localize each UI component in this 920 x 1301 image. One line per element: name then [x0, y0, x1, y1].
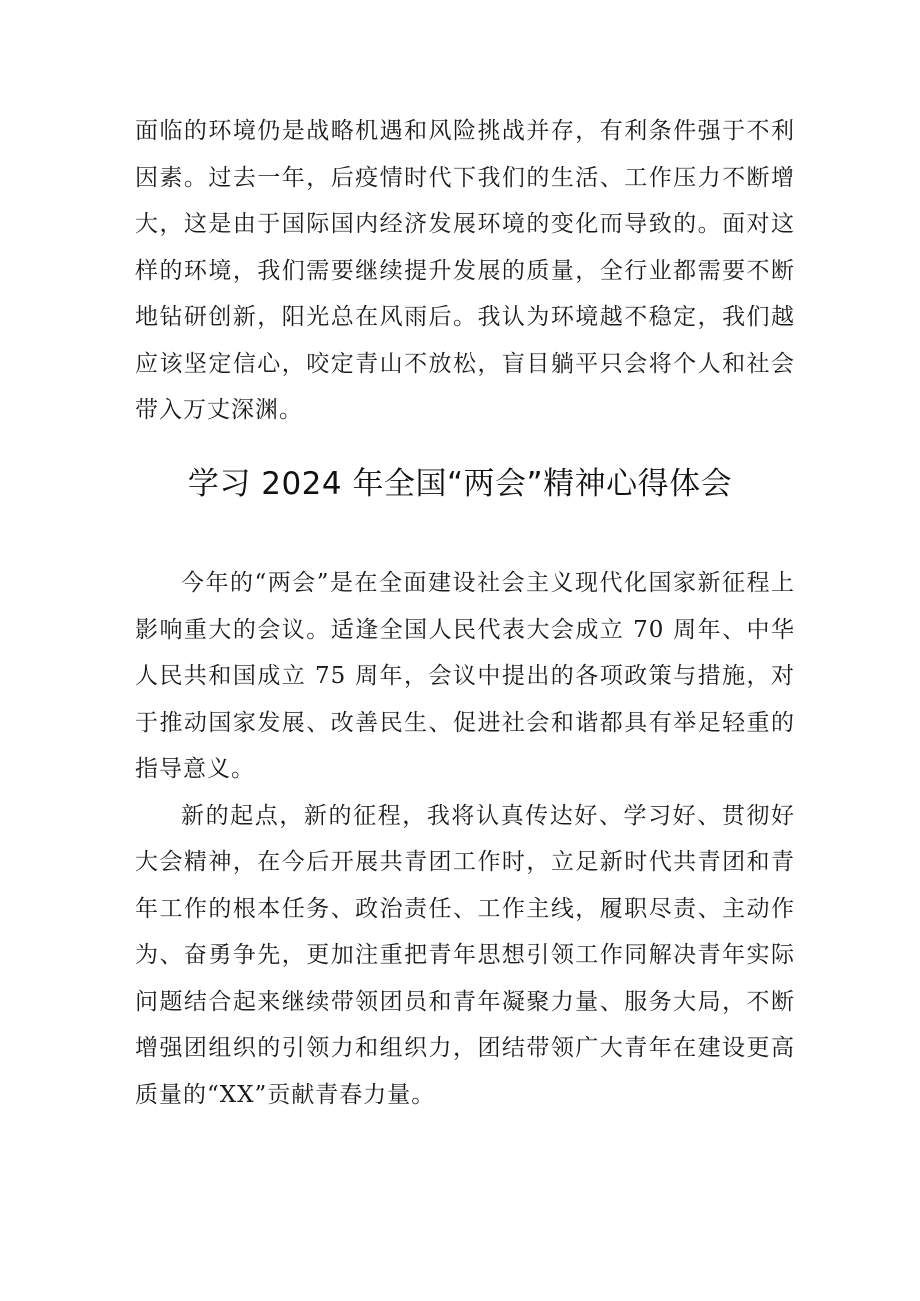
body-section — [135, 560, 795, 1118]
body-paragraph-2: 新的起点，新的征程，我将认真传达好、学习好、贯彻好大会精神，在今后开展共青团工作时，立足新时代共青团和青年工作的根本任务、政治责任、工作主线，履职尽责、主动作为、奋勇争先，更加注重把青年思想引领工作同解决青年实际问题结合起来继续带领团员和青年凝聚力量、服务大局，不断增强团组织的引领力和组织力，团结带领广大青年在建设更高质量的“XX”贡献青春力量。 — [135, 802, 795, 1108]
intro-paragraph: 面临的环境仍是战略机遇和风险挑战并存，有利条件强于不利因素。过去一年，后疫情时代下我们的生活、工作压力不断增大，这是由于国际国内经济发展环境的变化而导致的。面对这样的环境，我们需要继续提升发展的质量，全行业都需要不断地钻研创新，阳光总在风雨后。我认为环境越不稳定，我们越应该坚定信心，咬定青山不放松，盲目躺平只会将个人和社会带入万丈深渊。 — [135, 118, 795, 423]
document-title: 学习 2024 年全国“两会”精神心得体会 — [187, 466, 733, 502]
body-paragraph-1: 今年的“两会”是在全面建设社会主义现代化国家新征程上影响重大的会议。适逢全国人民代表大会成立 70 周年、中华人民共和国成立 75 周年，会议中提出的各项政策与措施，对于推动国家发展、改善民生、促进社会和谐都具有举足轻重的指导意义。 — [135, 570, 795, 782]
intro-section — [135, 108, 795, 434]
